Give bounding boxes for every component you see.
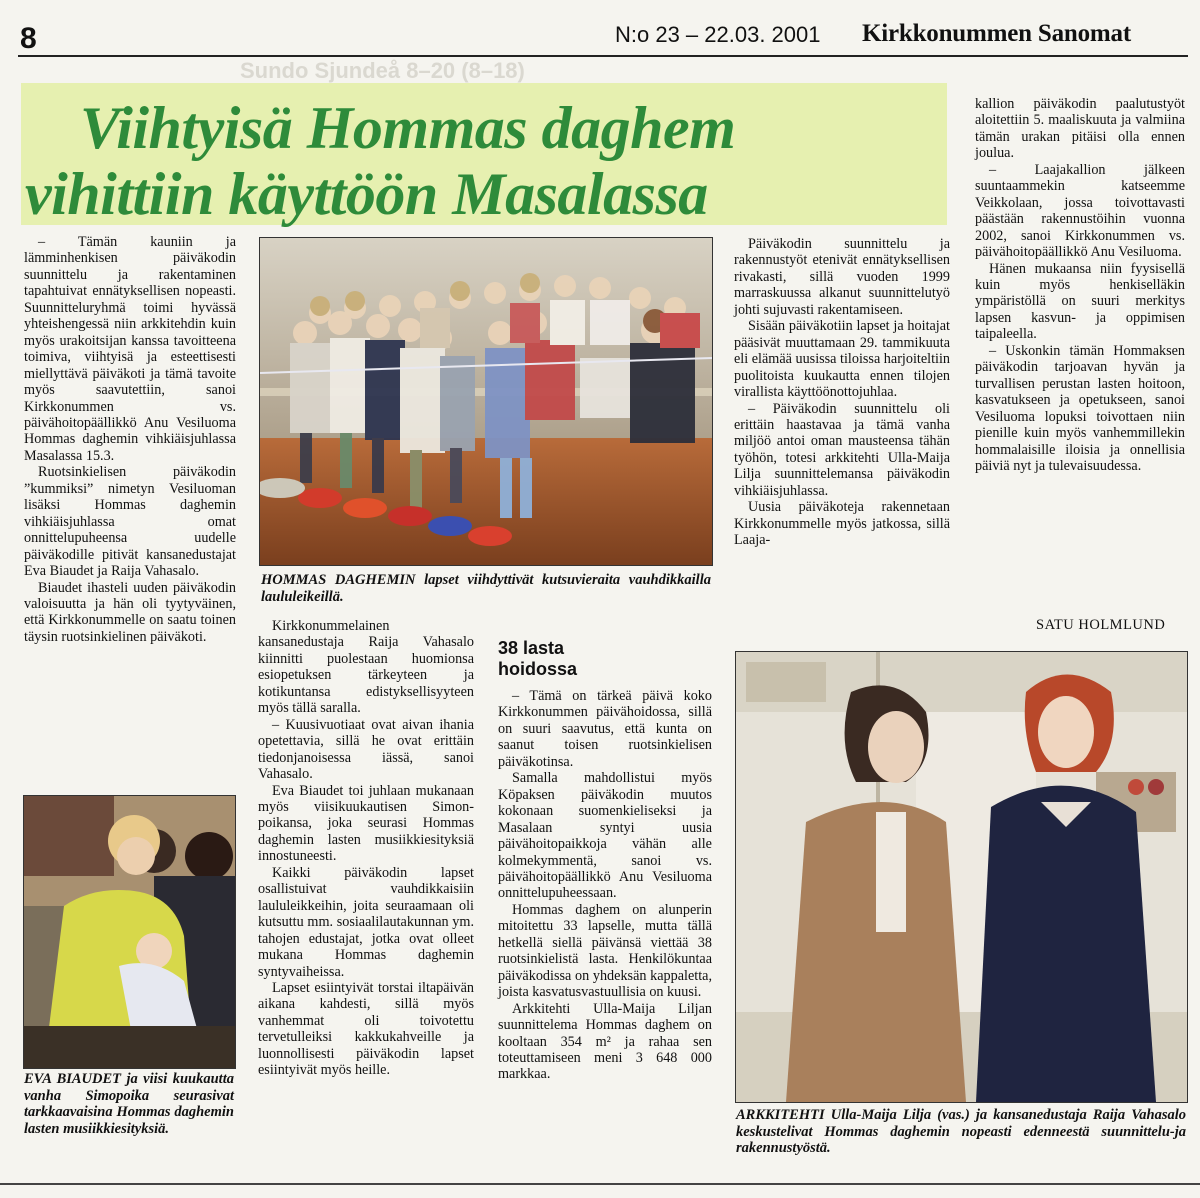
bleed-through-text: Sundo Sjundeå 8–20 (8–18) xyxy=(240,58,525,83)
paragraph: kallion päiväkodin paalutustyöt aloitettiin 5. maaliskuuta ja valmiina tämän urakan pitäisi olla ennen joulua. xyxy=(975,96,1185,162)
choir-photo-caption: HOMMAS DAGHEMIN lapset viihdyttivät kutsuvieraita vauhdikkailla laululeikeillä. xyxy=(261,572,711,605)
paragraph: – Tämän kauniin ja lämminhenkisen päiväkodin suunnittelu ja rakentaminen tapahtuivat ennätyksellisen nopeasti. Suunnitteluryhmä toimi hyvässä yhteishengessä niin arkkitehdin kuin myös urakoitsijan kanssa tavoitteena toimiva, viihtyisä ja esteettisesti miellyttävä päiväkoti ja tämä tavoite myös saavutettiin, sanoi Kirkkonummen vs. päivähoitopäällikkö Anu Vesiluoma Hommas daghemin vihkiäisjuhlassa Masalassa 15.3. xyxy=(24,234,236,464)
children-choir-image xyxy=(260,238,712,565)
column-5 xyxy=(975,96,1185,474)
paragraph: Lapset esiintyivät torstai iltapäivän aikana kahdesti, sillä myös vanhemmat oli toivotettu tervetulleiksi kakkukahveille ja luonnollisesti päiväkodin lapset esiintyivät myös heille. xyxy=(258,979,474,1079)
paragraph: – Tämä on tärkeä päivä koko Kirkkonummen päivähoidossa, sillä on suuri saavutus, että kunta on saanut toisen ruotsinkielisen päiväkotinsa. xyxy=(498,688,712,770)
paragraph: – Kuusivuotiaat ovat aivan ihania opetettavia, sillä he ovat erittäin tiedonjanoisessa iässä, sanoi Vahasalo. xyxy=(258,716,474,783)
architect-photo-caption: ARKKITEHTI Ulla-Maija Lilja (vas.) ja kansanedustaja Raija Vahasalo keskustelivat Hommas daghemin nopeasti edenneestä suunnittelu-ja rakennustyöstä. xyxy=(736,1107,1186,1156)
paragraph: Hänen mukaansa niin fyysisellä kuin myös henkiselläkin ympäristöllä on suuri merkitys lapsen kasvun- ja oppimisen taipaleella. xyxy=(975,260,1185,343)
choir-photo xyxy=(259,237,713,566)
paragraph: Arkkitehti Ulla-Maija Liljan suunnittelema Hommas daghem on kooltaan 354 m² ja rahaa sen toteuttamiseen meni 3 648 000 markkaa. xyxy=(498,1000,712,1083)
column-3 xyxy=(498,688,712,1083)
paper-name: Kirkkonummen Sanomat xyxy=(862,20,1131,47)
paragraph: Kirkkonummelainen kansanedustaja Raija Vahasalo kiinnitti puolestaan huomionsa esiopetuksen tärkeyteen ja kotikuntansa edistyksellisyyteen myös tällä saralla. xyxy=(258,618,474,717)
paragraph: Uusia päiväkoteja rakennetaan Kirkkonummelle myös jatkossa, sillä Laaja- xyxy=(734,499,950,549)
paragraph: – Laajakallion jälkeen suuntaammekin katseemme Veikkolaan, jossa toivottavasti päästään rakennustöihin vuonna 2002, sanoi Kirkkonummen vs. päivähoitopäällikkö Anu Vesiluoma. xyxy=(975,161,1185,261)
two-women-talking-image xyxy=(736,652,1187,1102)
paragraph: Samalla mahdollistui myös Köpaksen päiväkodin muutos kokonaan suomenkieliseksi ja Masalaan syntyi uusia päivähoitopaikkoja vähän alle kolmekymmentä, sanoi vs. päivähoitopäällikkö Anu Vesiluoma onnittelupuheessaan. xyxy=(498,770,712,902)
byline: SATU HOLMLUND xyxy=(1036,617,1166,633)
paragraph: Eva Biaudet toi juhlaan mukanaan myös viisikuukautisen Simon-poikansa, joka seurasi Hommas daghemin lasten musiikkiesityksiä innostuneesti. xyxy=(258,782,474,865)
paragraph: Sisään päiväkotiin lapset ja hoitajat pääsivät muuttamaan 29. tammikuuta eli elämää uusissa tiloissa harjoiteltiin puolitoista kuukautta ennen tilojen virallista käyttöönottojuhlaa. xyxy=(734,318,950,401)
column-1 xyxy=(24,234,236,645)
mother-with-baby-image xyxy=(24,796,235,1068)
paragraph: Ruotsinkielisen päiväkodin ”kummiksi” nimetyn Vesiluoman lisäksi Hommas daghemin vihkiäisjuhlassa omat onnittelupuheensa uudelle päiväkodille pitivät kansanedustajat Eva Biaudet ja Raija Vahasalo. xyxy=(24,464,236,580)
paragraph: Hommas daghem on alunperin mitoitettu 33 lapselle, mutta tällä hetkellä siellä päivänsä viettää 38 ruotsinkielistä lasta. Henkilökuntaa päiväkodissa on yhdeksän kappaletta, joista kasvatusvastuullisia on kuusi. xyxy=(498,901,712,1001)
column-2 xyxy=(258,618,474,1079)
paragraph: Kaikki päiväkodin lapset osallistuivat vauhdikkaisiin laululeikkeihin, joita seuraamaan oli kutsuttu mm. sosiaalilautakunnan ym. tahojen edustajat, jotka ovat olleet mukana Hommas daghemin syntyvaiheissa. xyxy=(258,864,474,980)
subheading: 38 lasta hoidossa xyxy=(498,638,578,679)
issue-date: N:o 23 – 22.03. 2001 xyxy=(615,22,821,47)
paragraph: Päiväkodin suunnittelu ja rakennustyöt etenivät ennätyksellisen rivakasti, sillä vuoden 1999 marraskuussa alkanut suunnittelutyö johti sujuvasti rakentamiseen. xyxy=(734,236,950,318)
masthead-rule xyxy=(18,55,1188,57)
paragraph: Biaudet ihasteli uuden päiväkodin valoisuutta ja hän oli tyytyväinen, että Kirkkonummelle on saatu toinen täysin ruotsinkielinen päiväkoti. xyxy=(24,579,236,645)
column-4 xyxy=(734,236,950,549)
page-number: 8 xyxy=(20,22,37,55)
architect-photo xyxy=(735,651,1188,1103)
paragraph: – Päiväkodin suunnittelu oli erittäin haastavaa ja tämä vanha miljöö antoi oman mausteensa tähän työhön, totesi arkkitehti Ulla-Maija Lilja suunnittelemansa päiväkodin vihkiäisjuhlassa. xyxy=(734,400,950,499)
headline xyxy=(25,95,930,227)
headline-line-1: Viihtyisä Hommas daghem xyxy=(80,95,736,161)
bottom-rule xyxy=(0,1183,1200,1185)
headline-line-2: vihittiin käyttöön Masalassa xyxy=(25,161,708,227)
eva-photo-caption: EVA BIAUDET ja viisi kuukautta vanha Simopoika seurasivat tarkkaavaisina Hommas daghemin lasten musiikkiesityksiä. xyxy=(24,1071,234,1137)
eva-biaudet-photo xyxy=(23,795,236,1069)
paragraph: – Uskonkin tämän Hommaksen päiväkodin tarjoavan hyvän ja turvallisen perustan lasten hoitoon, kasvatukseen ja opetukseen, sanoi Vesiluoma lopuksi toivottaen niin pienille kuin myös vanhemmillekin hommalaisille iloisia ja onnellisia päiviä nyt ja tulevaisuudessa. xyxy=(975,342,1185,474)
